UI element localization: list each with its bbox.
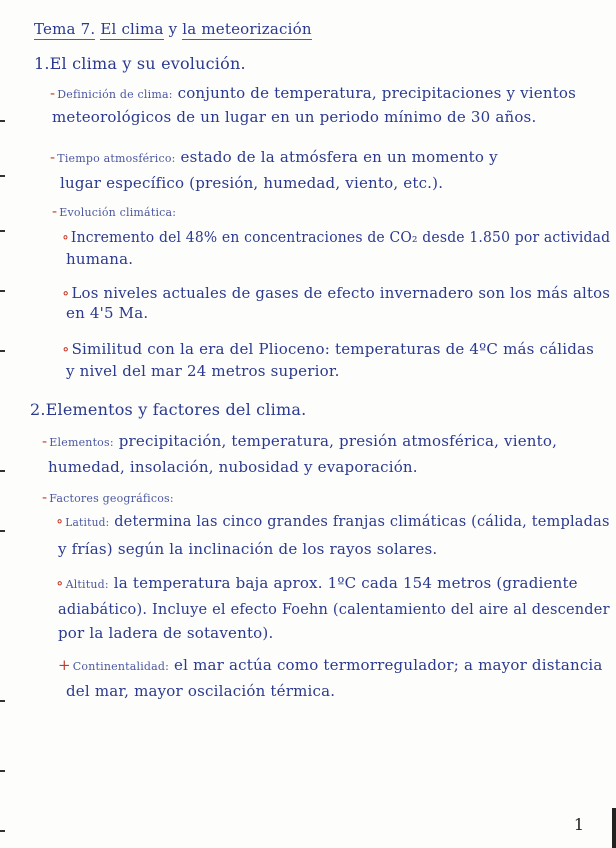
continentality-text-1: el mar actúa como termorregulador; a mayor distancia — [169, 656, 603, 674]
evolution-item-2-line-1: ∘ Los niveles actuales de gases de efecto invernadero son los más altos — [62, 284, 611, 302]
title-part-2: El clima — [100, 20, 164, 38]
tiempo-label: Tiempo atmosférico: — [57, 152, 176, 165]
latitude-label: Latitud: — [65, 516, 110, 529]
page-title — [34, 20, 312, 38]
elements-line-2: humedad, insolación, nubosidad y evaporación. — [48, 458, 418, 476]
tiempo-line-1: - Tiempo atmosférico: estado de la atmósfera en un momento y — [50, 148, 498, 166]
definition-line-2: meteorológicos de un lugar en un periodo mínimo de 30 años. — [52, 108, 537, 126]
factors-label: Factores geográficos: — [49, 492, 174, 505]
page-corner-mark — [612, 808, 616, 848]
definition-label: Definición de clima: — [57, 88, 173, 101]
factors-label-line: - Factores geográficos: — [42, 488, 174, 506]
elements-label: Elementos: — [49, 436, 114, 449]
continentality-line-1: + Continentalidad: el mar actúa como termorregulador; a mayor distancia — [58, 656, 603, 674]
binding-marks — [0, 0, 6, 848]
evolution-label-line: - Evolución climática: — [52, 202, 177, 220]
title-part-4: la meteorización — [182, 20, 312, 38]
evolution-item-3a: Similitud con la era del Plioceno: temperaturas de 4ºC más cálidas — [71, 340, 595, 358]
continentality-label: Continentalidad: — [72, 660, 170, 673]
tiempo-line-2: lugar específico (presión, humedad, viento, etc.). — [60, 174, 444, 192]
section-1-heading: 1.El clima y su evolución. — [34, 54, 246, 73]
section-2-heading: 2.Elementos y factores del clima. — [30, 400, 307, 419]
altitude-line-1: ∘ Altitud: la temperatura baja aprox. 1ºC cada 154 metros (gradiente — [56, 574, 578, 592]
altitude-line-2: adiabático). Incluye el efecto Foehn (calentamiento del aire al descender — [58, 600, 610, 618]
evolution-item-1-line-2: humana. — [66, 250, 134, 268]
latitude-text-1: determina las cinco grandes franjas climáticas (cálida, templadas — [109, 512, 610, 530]
evolution-label: Evolución climática: — [59, 206, 177, 219]
title-part-3: y — [168, 20, 178, 38]
tiempo-text-1: estado de la atmósfera en un momento y — [175, 148, 498, 166]
evolution-item-2a: Los niveles actuales de gases de efecto invernadero son los más altos — [71, 284, 611, 302]
altitude-line-3: por la ladera de sotavento). — [58, 624, 274, 642]
evolution-item-3-line-1: ∘ Similitud con la era del Plioceno: temperaturas de 4ºC más cálidas — [62, 340, 595, 358]
definition-line-1: - Definición de clima: conjunto de temperatura, precipitaciones y vientos — [50, 84, 577, 102]
latitude-line-1: ∘ Latitud: determina las cinco grandes franjas climáticas (cálida, templadas — [56, 512, 610, 530]
evolution-item-1a: Incremento del 48% en concentraciones de CO₂ desde 1.850 por actividad — [70, 228, 611, 246]
elements-line-1: - Elementos: precipitación, temperatura, presión atmosférica, viento, — [42, 432, 558, 450]
title-part-1: Tema 7. — [34, 20, 96, 38]
evolution-item-2-line-2: en 4'5 Ma. — [66, 304, 149, 322]
evolution-item-3-line-2: y nivel del mar 24 metros superior. — [66, 362, 340, 380]
altitude-label: Altitud: — [65, 578, 109, 591]
page-number: 1 — [573, 815, 584, 834]
altitude-text-1: la temperatura baja aprox. 1ºC cada 154 metros (gradiente — [108, 574, 578, 592]
elements-text-1: precipitación, temperatura, presión atmosférica, viento, — [113, 432, 558, 450]
continentality-line-2: del mar, mayor oscilación térmica. — [66, 682, 336, 700]
evolution-item-1-line-1: ∘ Incremento del 48% en concentraciones de CO₂ desde 1.850 por actividad — [62, 228, 611, 246]
definition-text-1: conjunto de temperatura, precipitaciones y vientos — [172, 84, 577, 102]
latitude-line-2: y frías) según la inclinación de los rayos solares. — [58, 540, 438, 558]
